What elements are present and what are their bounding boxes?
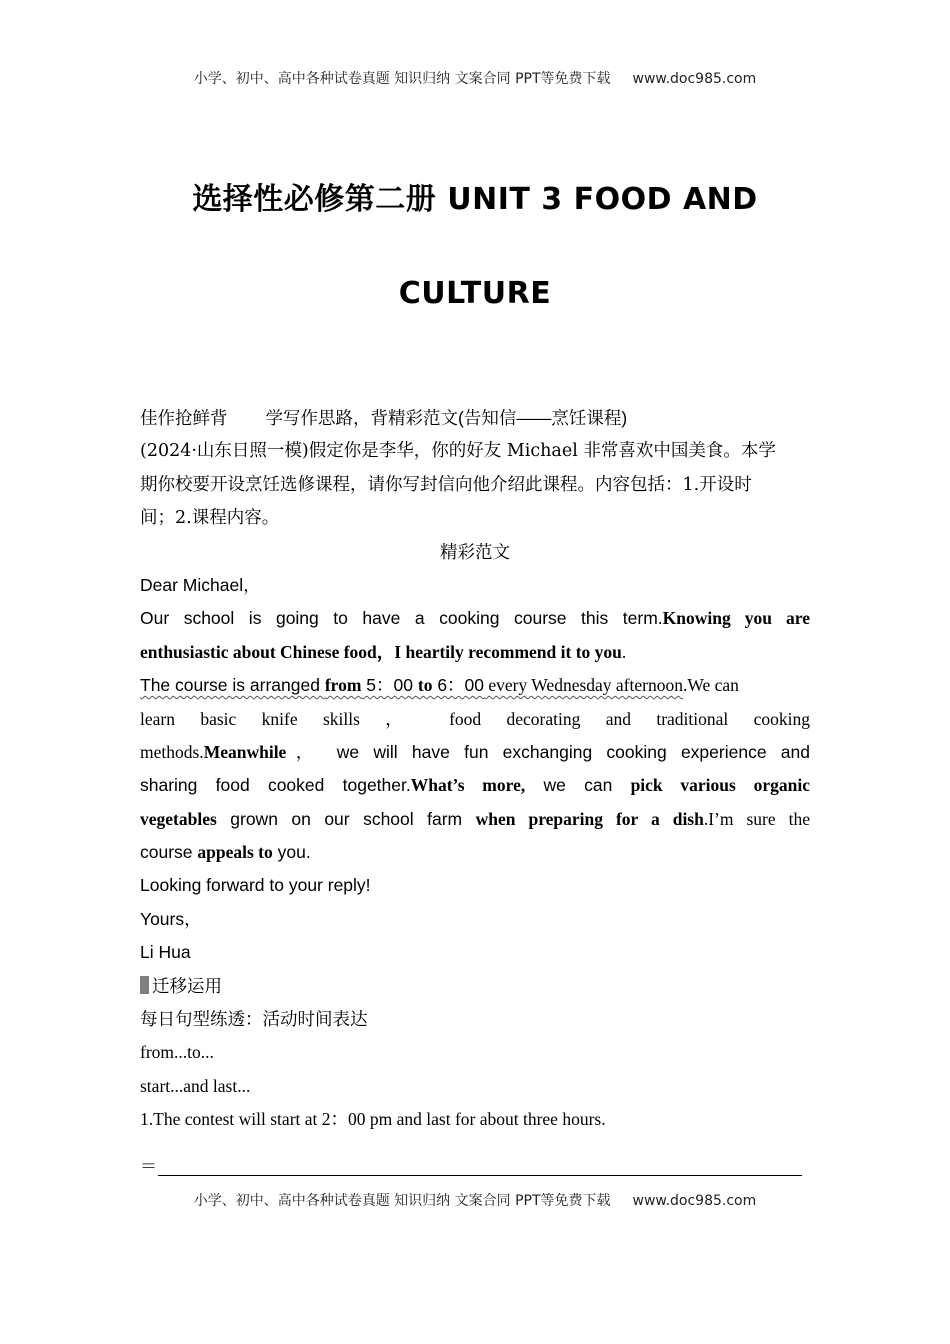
essay-text: ， we will have fun exchanging cooking experience and [286, 741, 810, 762]
page-header [0, 68, 950, 88]
footer-site-link[interactable]: www.doc985.com [632, 1193, 757, 1209]
essay-text: methods. [140, 741, 204, 762]
essay-line-4: learn basic knife skills ， food decorating and traditional cooking [140, 708, 810, 729]
essay-bold-text: from [324, 675, 362, 696]
footer-text: 小学、初中、高中各种试卷真题 知识归纳 文案合同 PPT等免费下载 [193, 1193, 611, 1209]
essay-signature: Li Hua [140, 942, 191, 963]
essay-heading: 精彩范文 [440, 541, 510, 562]
prompt-line-1: (2024·山东日照一模)假定你是李华，你的好友 Michael 非常喜欢中国美食。本学 [140, 441, 776, 462]
essay-bold-text: appeals to [197, 842, 273, 863]
essay-greeting: Dear Michael， [140, 574, 261, 595]
practice-topic: 活动时间表达 [262, 1009, 368, 1030]
practice-label: 每日句型练透： [140, 1009, 263, 1030]
answer-rule [158, 1175, 802, 1176]
essay-bold-text: when preparing for a dish [475, 808, 704, 829]
essay-valediction: Yours， [140, 908, 202, 929]
essay-line-6 [140, 769, 810, 802]
pattern-2: start...and last... [140, 1075, 251, 1096]
essay-text: course [140, 842, 198, 863]
answer-blank[interactable] [140, 1152, 802, 1176]
essay-text: The course is arranged [140, 675, 325, 696]
intro-label: 佳作抢鲜背 [140, 408, 228, 428]
essay-text: . [621, 641, 627, 662]
essay-bold-text: What’s more, [410, 775, 526, 796]
page-footer [0, 1190, 950, 1210]
pattern-1: from...to... [140, 1042, 214, 1063]
essay-line-5 [140, 736, 810, 769]
prompt-line-2: 期你校要开设烹饪选修课程，请你写封信向他介绍此课程。内容包括：1.开设时 [140, 474, 752, 495]
essay-bold-text: pick various organic [630, 775, 810, 796]
intro-heading-line [140, 402, 810, 435]
essay-bold-text: vegetables [140, 808, 217, 829]
essay-bold-text: to [417, 675, 433, 696]
essay-bold-text: enthusiastic about Chinese food，I heartily recommend it to you [140, 641, 622, 662]
essay-text: .We can [682, 675, 739, 696]
answer-prefix: ＝ [140, 1157, 157, 1177]
practice-heading: 迁移运用 [152, 975, 222, 996]
essay-bold-text: Meanwhile [203, 741, 287, 762]
intro-heading: 学写作思路，背精彩范文(告知信——烹饪课程) [265, 408, 628, 428]
document-body [140, 402, 810, 1137]
essay-line-7 [140, 803, 810, 836]
essay-text: you. [272, 842, 311, 863]
essay-closing: Looking forward to your reply! [140, 875, 371, 896]
header-site-link[interactable]: www.doc985.com [632, 71, 757, 87]
essay-line-2 [140, 636, 810, 669]
essay-line-3 [140, 669, 810, 702]
header-text: 小学、初中、高中各种试卷真题 知识归纳 文案合同 PPT等免费下载 [193, 71, 611, 87]
practice-heading-line [140, 970, 810, 1003]
essay-text: .I’m sure the [703, 808, 810, 829]
prompt-line-3: 间；2.课程内容。 [140, 508, 280, 529]
page-title-line-1: 选择性必修第二册 UNIT 3 FOOD AND [192, 182, 758, 217]
essay-text: sharing food cooked together. [140, 775, 411, 796]
essay-bold-text: Knowing you are [662, 608, 810, 629]
essay-text: we can [525, 775, 631, 796]
question-1: 1.The contest will start at 2：00 pm and last for about three hours. [140, 1109, 606, 1130]
essay-line-1 [140, 602, 810, 635]
essay-text: every Wednesday afternoon [484, 675, 683, 696]
practice-label-line [140, 1003, 810, 1036]
essay-text: grown on our school farm [216, 808, 476, 829]
section-marker-icon [140, 976, 149, 994]
essay-text: 5：00 [361, 675, 418, 696]
essay-text: Our school is going to have a cooking course this term. [140, 608, 663, 629]
page-title-line-2: CULTURE [398, 276, 552, 311]
essay-line-8 [140, 836, 810, 869]
essay-text: 6：00 [432, 675, 485, 696]
